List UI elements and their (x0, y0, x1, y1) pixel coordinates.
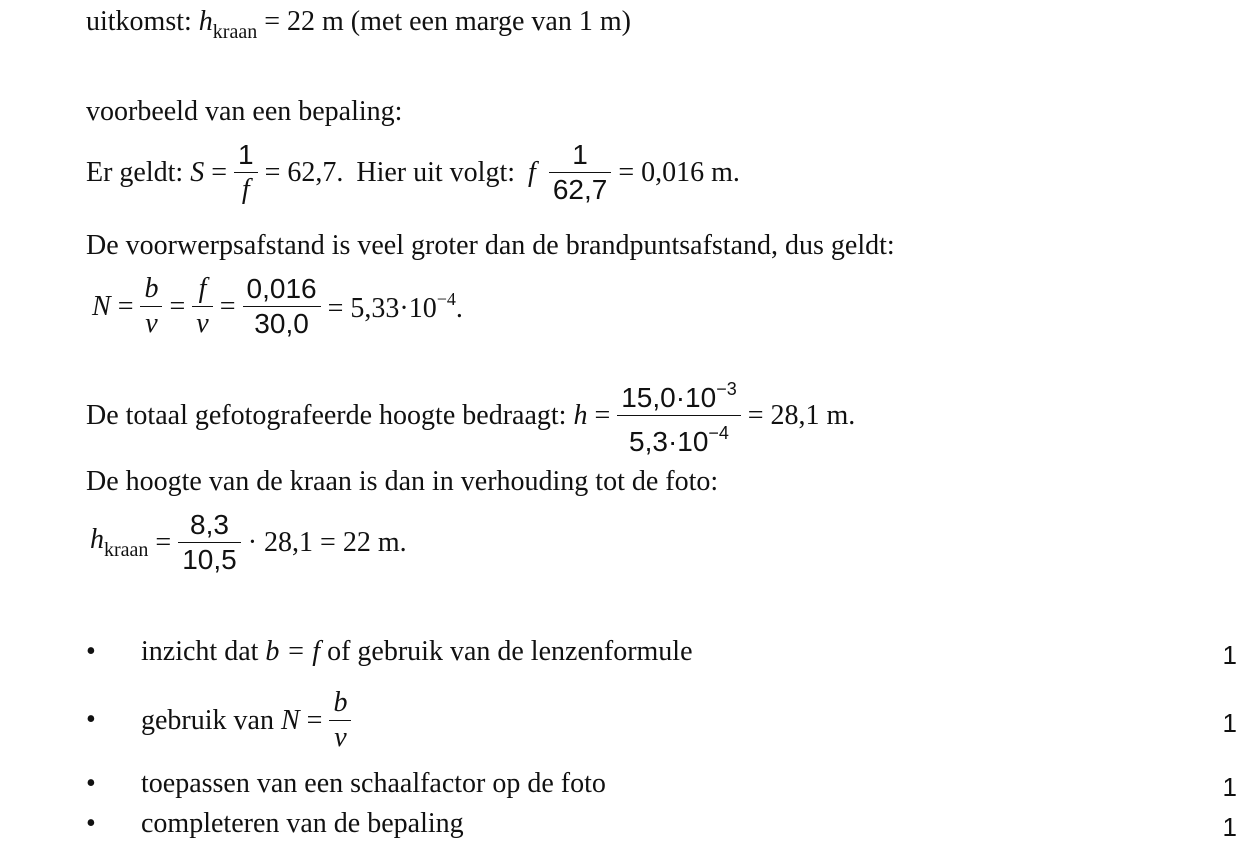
eq-n-var: N (92, 290, 111, 322)
bullet: • (86, 808, 96, 839)
distance-line: De voorwerpsafstand is veel groter dan de brandpuntsafstand, dus geldt: (86, 230, 895, 261)
eq-hk-result: · 28,1 = 22 m. (247, 526, 407, 558)
eq-s-follow: Hier uit volgt: (356, 156, 516, 188)
eq-n-equals-3: = (219, 290, 236, 322)
eq-s-var: S (190, 156, 205, 188)
eq-n-frac-fv: $\frac{f}{v}$ (192, 272, 212, 341)
eq-s-fraction: $\frac{1}{f}$ (234, 138, 258, 207)
eq-hk-fraction: $\frac{8,3}{10,5}$ (178, 508, 241, 577)
eq-h-var: h (573, 399, 588, 431)
outcome-label: uitkomst: (86, 6, 192, 37)
eq-hk-equals: = (155, 526, 172, 558)
example-heading: voorbeeld van een bepaling: (86, 96, 403, 127)
bullet: • (86, 768, 96, 799)
equation-hkraan (90, 508, 407, 577)
eq-f-var: f (528, 156, 536, 188)
criterion-text: toepassen van een schaalfactor op de foto (141, 768, 606, 799)
eq-s-intro: Er geldt: (86, 156, 184, 188)
eq-n-equals-2: = (169, 290, 186, 322)
eq-s-result: = 62,7. (264, 156, 344, 188)
criterion-text: gebruik van N = $\frac{b}{v}$ (141, 686, 351, 755)
equation-S (86, 138, 740, 207)
bullet: • (86, 636, 96, 667)
eq-n-frac-bv: $\frac{b}{v}$ (140, 272, 162, 341)
eq-n-result: = $5,33\cdot 10^{-4}$. (327, 288, 463, 324)
eq-s-equals: = (211, 156, 227, 188)
criterion-score: 1 (1222, 708, 1237, 738)
eq-f-result: = 0,016 m. (618, 156, 740, 188)
outcome-value: = 22 m (264, 6, 344, 37)
outcome-var: $h_{kraan}$ (198, 6, 258, 43)
eq-f-fraction: $\frac{1}{62,7}$ (549, 138, 612, 207)
criterion-text: completeren van de bepaling (141, 808, 464, 839)
eq-n-frac-num: $\frac{0,016}{30,0}$ (243, 272, 321, 341)
eq-hk-var: $h_{kraan}$ (90, 523, 149, 561)
equation-h (86, 372, 855, 459)
criterion-text: inzicht dat b = f of gebruik van de lenzenformule (141, 636, 693, 667)
bullet: • (86, 704, 96, 735)
eq-n-equals-1: = (117, 290, 134, 322)
ratio-line: De hoogte van de kraan is dan in verhouding tot de foto: (86, 466, 719, 497)
eq-h-fraction: $\frac{15,0\cdot 10^{-3}}{5,3\cdot 10^{-4}}$ (617, 372, 741, 459)
equation-N (92, 272, 463, 341)
outcome-line (86, 6, 631, 44)
eq-h-result: = 28,1 m. (747, 399, 856, 431)
eq-h-intro: De totaal gefotografeerde hoogte bedraagt: (86, 399, 567, 431)
criterion-score: 1 (1222, 812, 1237, 842)
outcome-margin: (met een marge van 1 m) (350, 6, 631, 37)
criterion-score: 1 (1222, 640, 1237, 670)
criterion-score: 1 (1222, 772, 1237, 802)
eq-h-equals: = (594, 399, 611, 431)
